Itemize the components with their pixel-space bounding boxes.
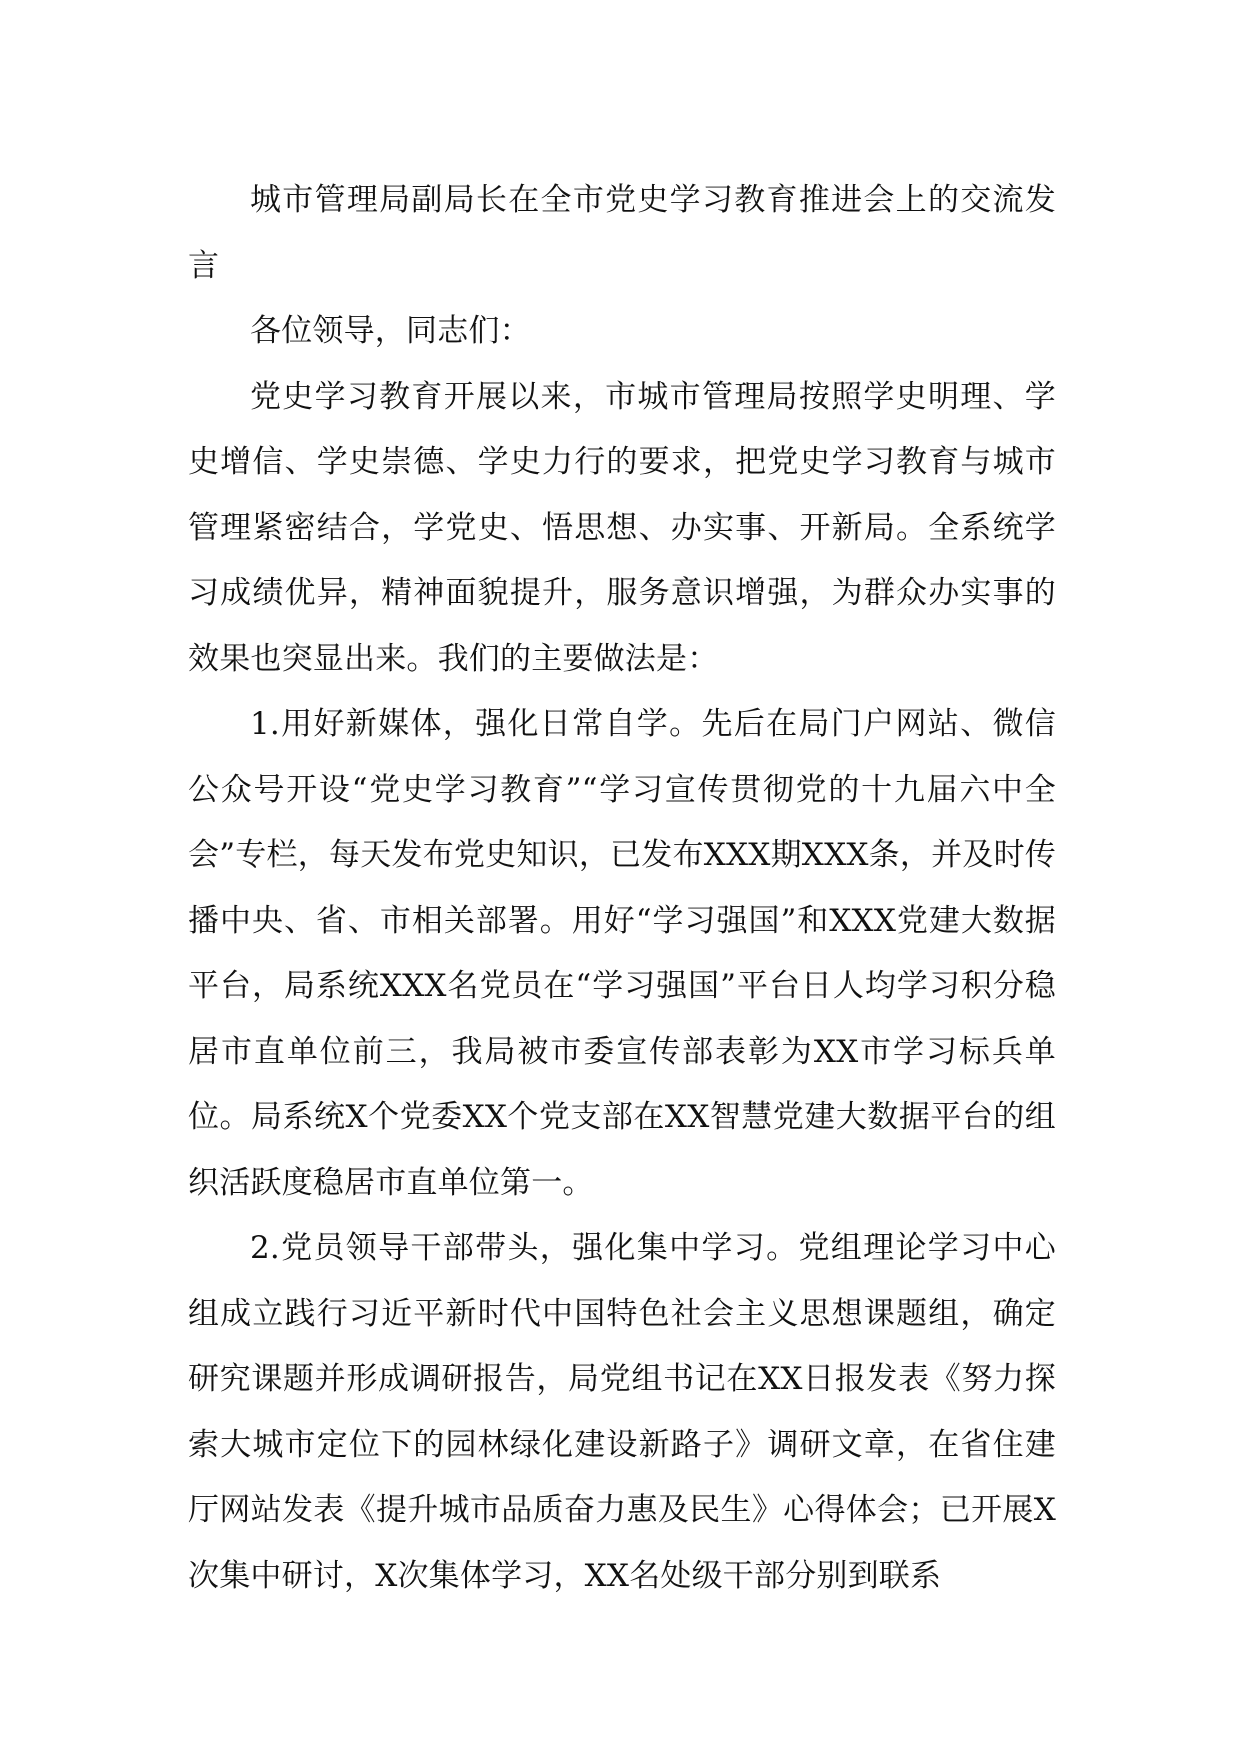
paragraph-intro: 党史学习教育开展以来，市城市管理局按照学史明理、学史增信、学史崇德、学史力行的要求，把党史学习教育与城市管理紧密结合，学党史、悟思想、办实事、开新局。全系统学习成绩优异，精神面貌提升，服务意识增强，为群众办实事的效果也突显出来。我们的主要做法是：: [188, 378, 1056, 677]
paragraph-new-media: 1.用好新媒体，强化日常自学。先后在局门户网站、微信公众号开设“党史学习教育”“学习宣传贯彻党的十九届六中全会”专栏，每天发布党史知识，已发布XXX期XXX条，并及时传播中央、省、市相关部署。用好“学习强国”和XXX党建大数据平台，局系统XXX名党员在“学习强国”平台日人均学习积分稳居市直单位前三，我局被市委宣传部表彰为XX市学习标兵单位。局系统X个党委XX个党支部在XX智慧党建大数据平台的组织活跃度稳居市直单位第一。: [188, 706, 1056, 1201]
salutation: 各位领导，同志们：: [250, 313, 531, 349]
document-title: 城市管理局副局长在全市党史学习教育推进会上的交流发言: [188, 182, 1056, 284]
paragraph-leadership: 2.党员领导干部带头，强化集中学习。党组理论学习中心组成立践行习近平新时代中国特色社会主义思想课题组，确定研究课题并形成调研报告，局党组书记在XX日报发表《努力探索大城市定位下的园林绿化建设新路子》调研文章，在省住建厅网站发表《提升城市品质奋力惠及民生》心得体会；已开展X次集中研讨，X次集体学习，XX名处级干部分别到联系: [188, 1230, 1056, 1594]
document-page: [188, 168, 1056, 1609]
